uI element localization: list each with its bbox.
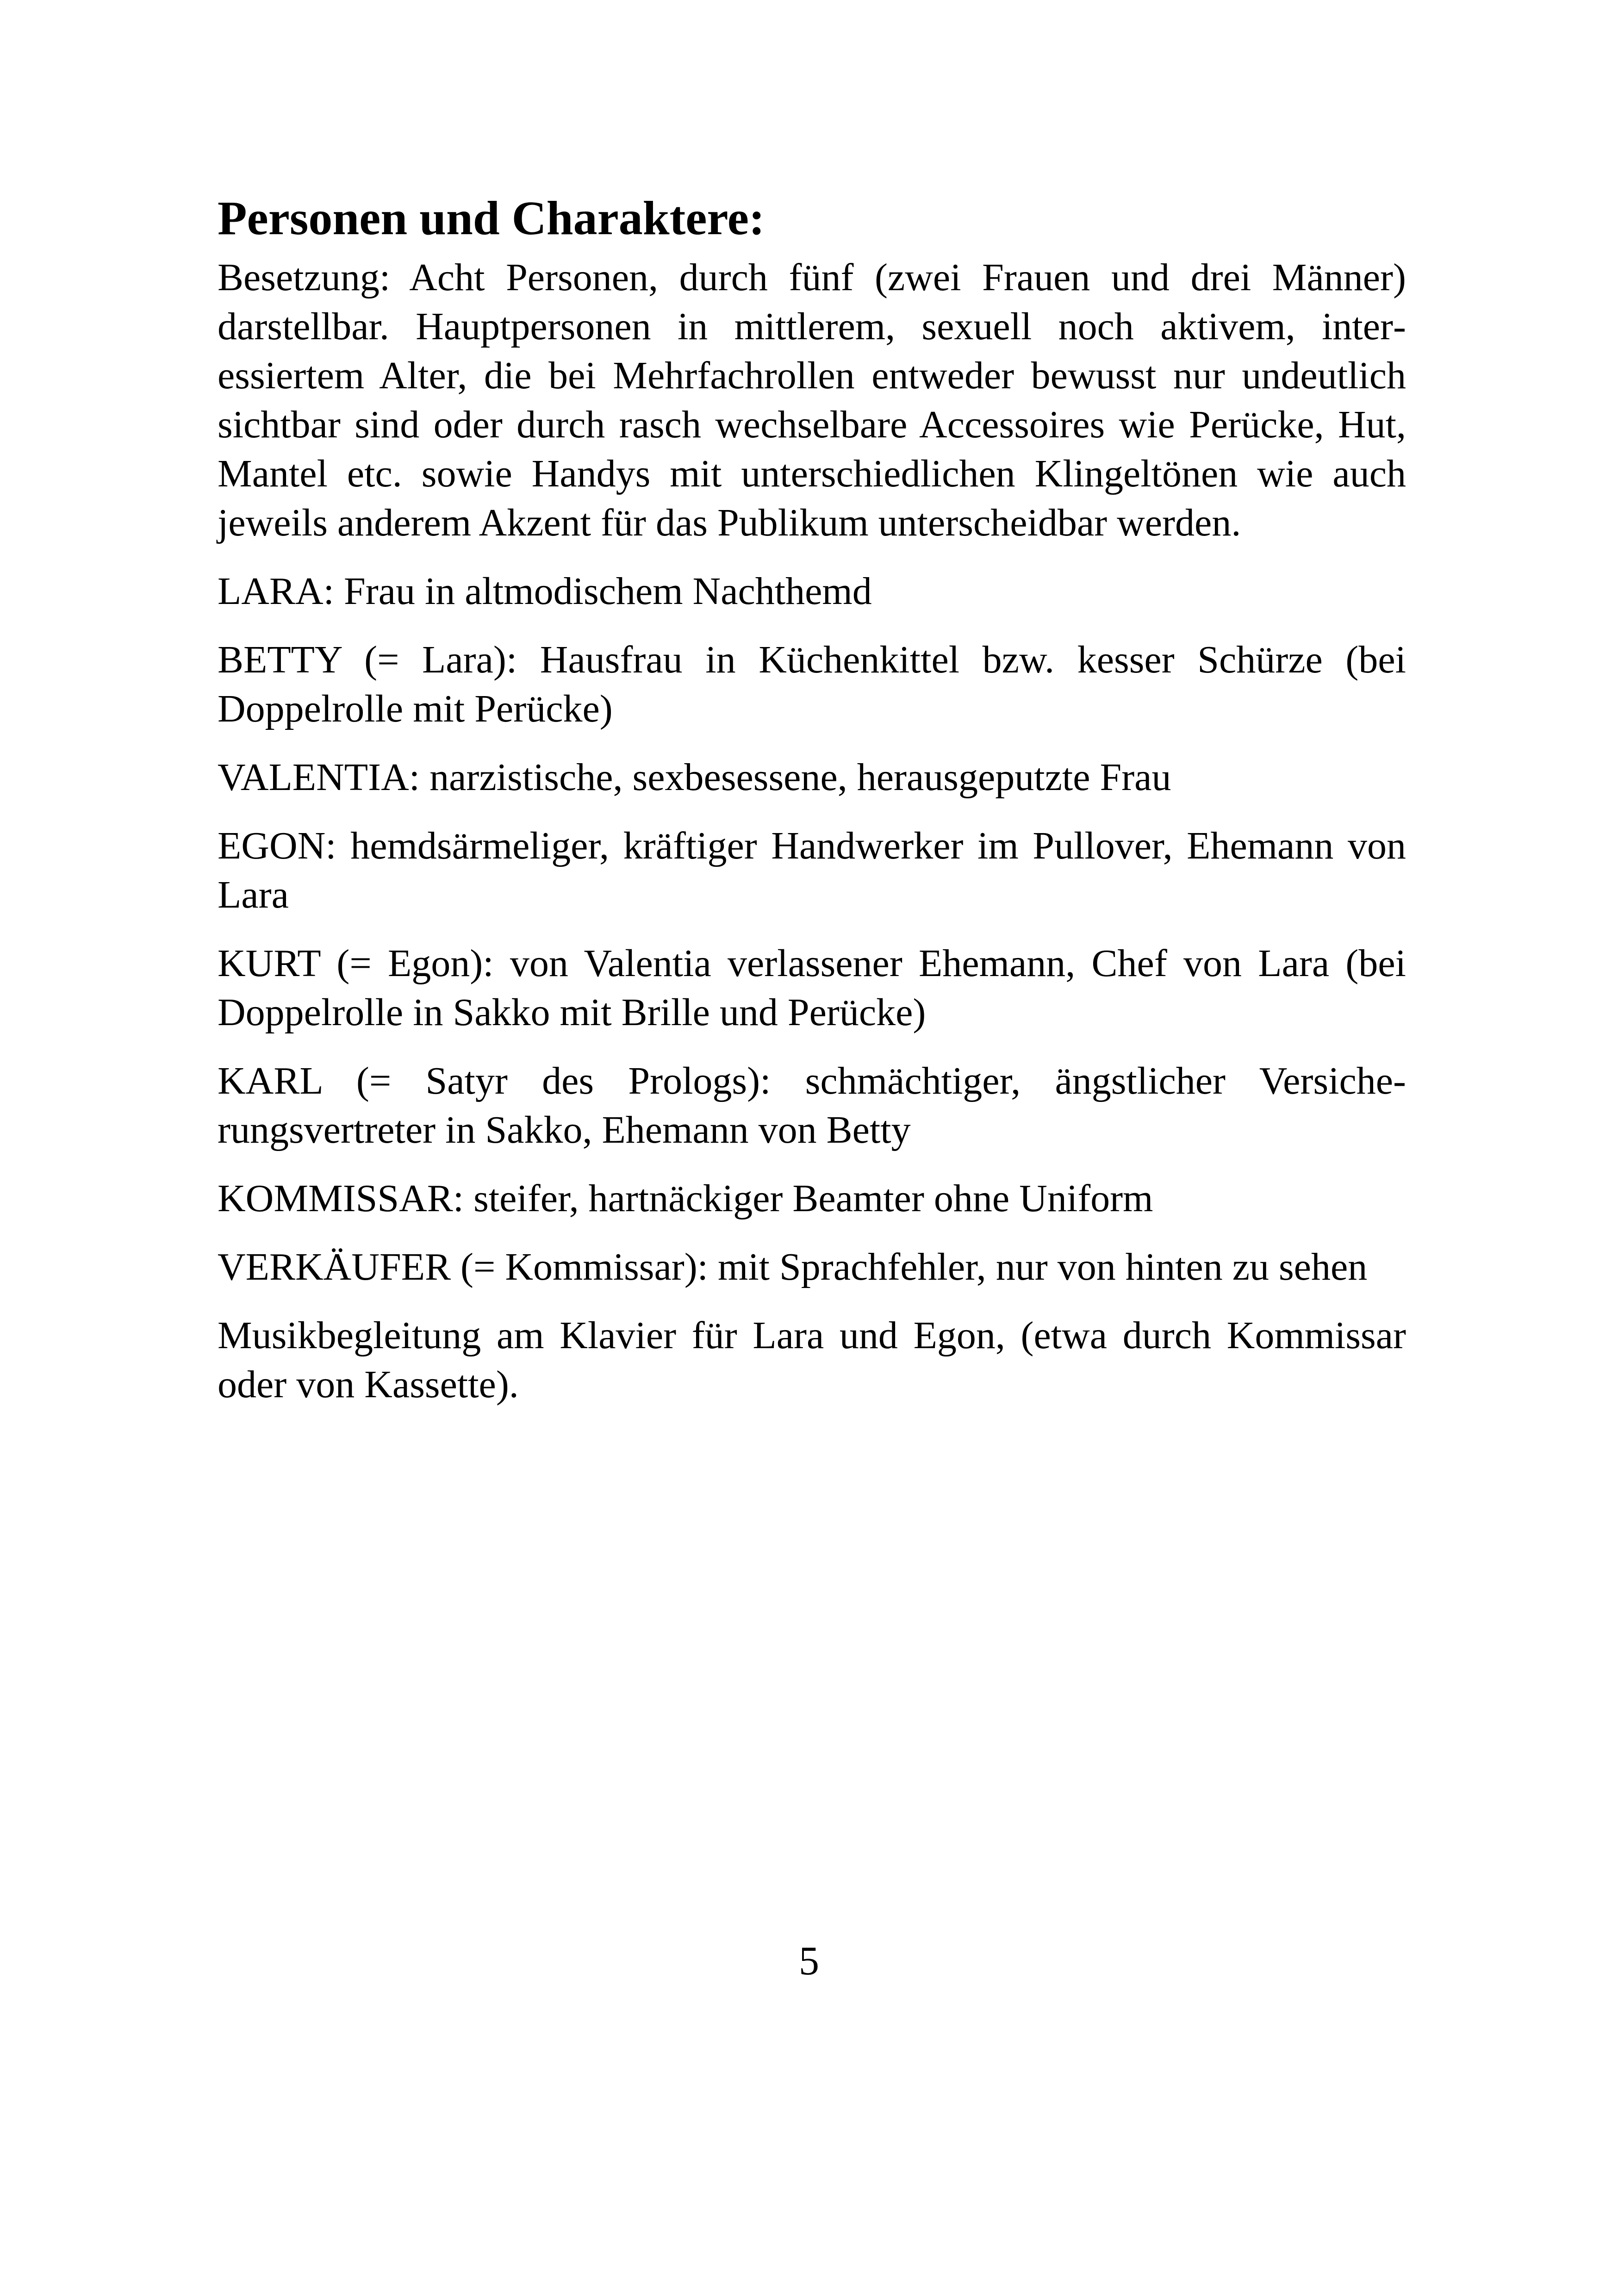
character-betty: BETTY (= Lara): Hausfrau in Küchenkittel bzw. kesser Schürze (bei Doppelrolle mit Perücke) <box>218 638 1406 730</box>
character-kurt: KURT (= Egon): von Valentia verlassener Ehemann, Chef von Lara (bei Doppelrolle in Sakko mit Brille und Perücke) <box>218 941 1406 1034</box>
character-egon: EGON: hemdsärmeliger, kräftiger Handwerker im Pullover, Ehemann von Lara <box>218 824 1406 916</box>
character-valentia: VALENTIA: narzistische, sexbesessene, herausgeputzte Frau <box>218 755 1171 799</box>
page-number: 5 <box>799 1939 819 1984</box>
music-accompaniment-note: Musikbegleitung am Klavier für Lara und Egon, (etwa durch Kommissar oder von Kassette). <box>218 1313 1406 1406</box>
cast-intro-paragraph: Besetzung: Acht Personen, durch fünf (zwei Frauen und drei Männer) darstellbar. Hauptpersonen in mittlerem, sexuell noch aktivem, interessiertem Alter, die bei Mehrfachrollen entweder bewusst nur undeutlich sichtbar sind oder durch rasch wechselbare Accessoires wie Perücke, Hut, Mantel etc. sowie Handys mit unterschiedlichen Klingeltönen wie auch jeweils anderem Akzent für das Publikum unterscheidbar werden. <box>218 255 1406 544</box>
character-verkaeufer: VERKÄUFER (= Kommissar): mit Sprachfehler, nur von hinten zu sehen <box>218 1245 1368 1288</box>
character-karl: KARL (= Satyr des Prologs): schmächtiger, ängstlicher Versicherungsvertreter in Sakko, Ehemann von Betty <box>218 1059 1406 1151</box>
character-lara: LARA: Frau in altmodischem Nachthemd <box>218 569 872 613</box>
character-kommissar: KOMMISSAR: steifer, hartnäckiger Beamter ohne Uniform <box>218 1176 1153 1220</box>
page-content <box>218 190 1406 1429</box>
page-title: Personen und Charaktere: <box>218 192 765 245</box>
